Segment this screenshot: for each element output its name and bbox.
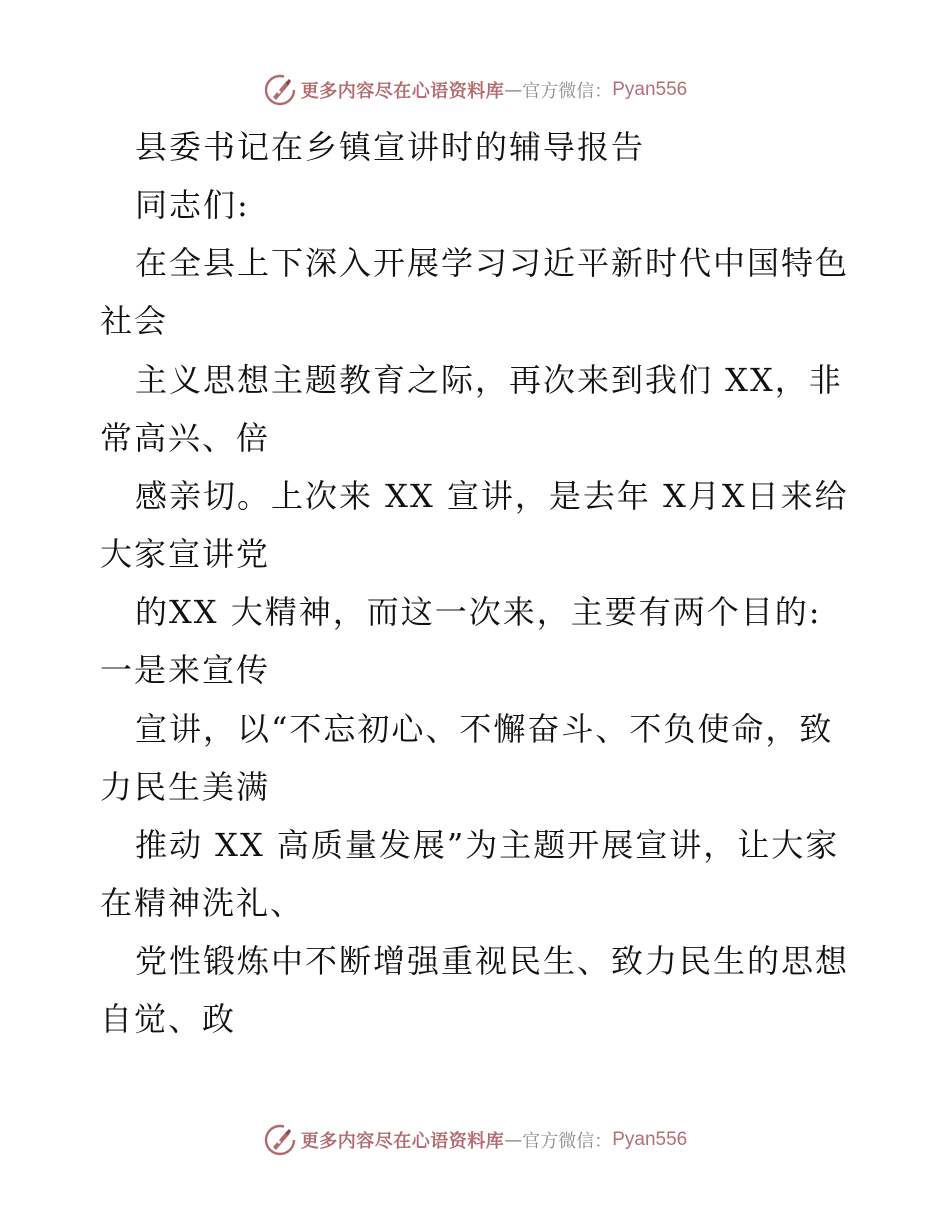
watermark-wechat-label: 官方微信：: [522, 1131, 613, 1152]
watermark-brand-text: 更多内容尽在心语资料库: [300, 81, 505, 102]
paragraph-line: 一是来宣传: [100, 651, 271, 689]
watermark-dash: —: [504, 79, 523, 101]
paragraph-line: 社会: [100, 302, 169, 340]
paragraph-line: 推动 XX 高质量发展”为主题开展宣讲，让大家: [135, 826, 840, 864]
watermark-wechat-id: Pyan556: [612, 1129, 688, 1150]
footer-watermark: [0, 1120, 950, 1160]
watermark-dash: —: [504, 1129, 523, 1151]
paragraph-line: 在全县上下深入开展学习习近平新时代中国特色: [135, 244, 850, 282]
paragraph-line: 大家宣讲党: [100, 535, 271, 573]
paragraph-line: 感亲切。上次来 XX 宣讲，是去年 X月X日来给: [135, 477, 849, 515]
watermark-wechat-id: Pyan556: [612, 79, 688, 100]
paragraph-line: 的XX 大精神，而这一次来，主要有两个目的:: [135, 593, 822, 631]
paragraph-line: 主义思想主题教育之际，再次来到我们 XX，非: [135, 361, 843, 399]
watermark-brand-text: 更多内容尽在心语资料库: [300, 1131, 505, 1152]
paragraph-line: 自觉、政: [100, 1000, 237, 1038]
paragraph-line: 宣讲，以“不忘初心、不懈奋斗、不负使命，致: [135, 710, 834, 748]
paragraph-line: 党性锻炼中不断增强重视民生、致力民生的思想: [135, 942, 850, 980]
paragraph-line: 在精神洗礼、: [100, 884, 305, 922]
salutation: 同志们:: [135, 186, 250, 224]
paragraph-line: 力民生美满: [100, 768, 271, 806]
watermark-wechat-label: 官方微信：: [522, 81, 613, 102]
document-title: 县委书记在乡镇宣讲时的辅导报告: [135, 128, 646, 166]
paragraph-line: 常高兴、倍: [100, 419, 271, 457]
pen-nib-logo-icon: [263, 1123, 297, 1157]
